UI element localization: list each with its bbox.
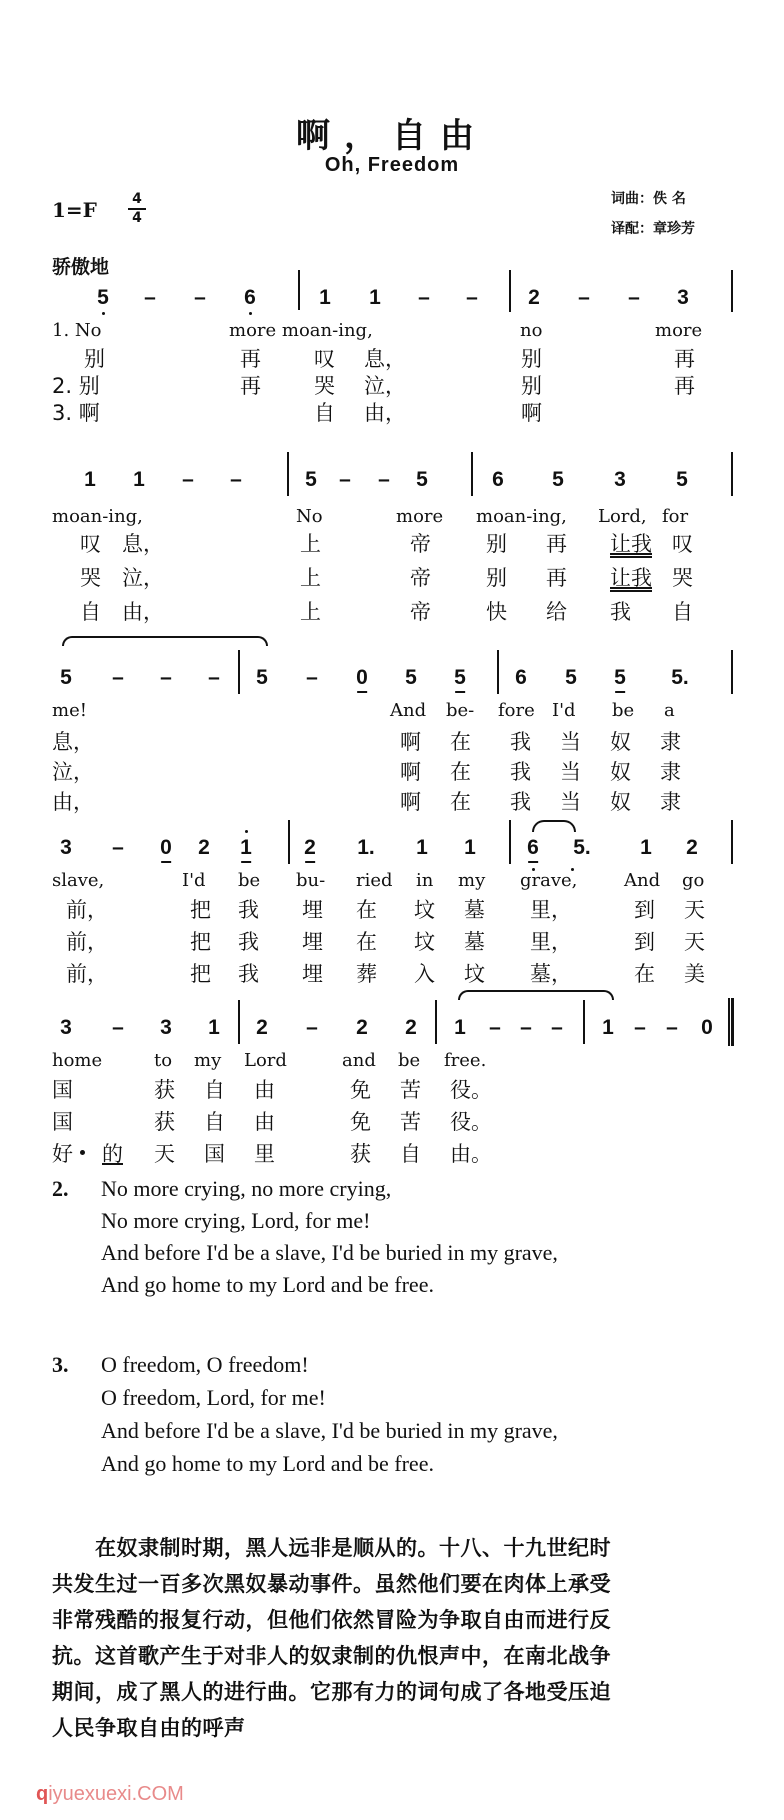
- credit-translation: 译配：章珍芳: [611, 221, 695, 237]
- note-eighth-high: 1: [240, 836, 252, 859]
- lyric-cn: 帝: [410, 600, 431, 624]
- lyric-cn: 别: [486, 566, 507, 590]
- lyric-cn-slurred: 让我: [610, 566, 652, 590]
- note: 6: [515, 666, 527, 689]
- lyric-cn: 国: [52, 1078, 73, 1102]
- lyric-en: Lord,: [598, 506, 647, 527]
- lyric-cn: 隶: [660, 730, 681, 754]
- bar-line: [435, 1000, 437, 1044]
- lyric-cn-slurred: 让我: [610, 532, 652, 556]
- lyric-cn: 隶: [660, 790, 681, 814]
- lyric-cn: 获: [154, 1078, 175, 1102]
- lyric-cn: 上: [300, 532, 321, 556]
- note: 1: [454, 1016, 466, 1039]
- staff-system-1: [0, 270, 784, 430]
- lyric-en: and: [342, 1050, 376, 1071]
- note: 1: [369, 286, 381, 309]
- lyric-cn: 役。: [450, 1078, 492, 1102]
- watermark-logo-letter: q: [36, 1783, 49, 1805]
- lyric-cn: 我: [238, 962, 259, 986]
- lyric-cn: 获: [350, 1142, 371, 1166]
- note-dotted: 5.: [671, 666, 689, 689]
- lyric-cn: 再: [240, 347, 261, 371]
- lyric-cn: 前，: [66, 898, 108, 922]
- note-eighth: 5: [454, 666, 466, 689]
- note: 3: [614, 468, 626, 491]
- lyric-cn: 由，: [52, 790, 94, 814]
- lyric-cn: 快: [486, 600, 507, 624]
- lyric-cn: 我: [238, 898, 259, 922]
- lyric-cn: 坟: [414, 898, 435, 922]
- lyric-en: grave,: [520, 870, 578, 891]
- time-signature-bottom: 4: [132, 210, 142, 226]
- lyric-en: me!: [52, 700, 87, 721]
- bar-line: [298, 270, 300, 310]
- bar-line: [509, 820, 511, 864]
- lyric-cn: 奴: [610, 730, 631, 754]
- lyric-cn: 再: [674, 374, 695, 398]
- lyric-en: be: [238, 870, 261, 891]
- verse-line: No more crying, Lord, for me!: [101, 1208, 371, 1233]
- note-eighth-low: 6: [527, 836, 539, 859]
- note: 5: [565, 666, 577, 689]
- lyric-cn: 苦: [400, 1110, 421, 1134]
- lyric-cn: 把: [190, 962, 211, 986]
- note-rest: 0: [701, 1016, 713, 1039]
- note: 1: [319, 286, 331, 309]
- lyric-cn: 别: [84, 347, 105, 371]
- lyric-en: for: [662, 506, 689, 527]
- note: –: [208, 666, 220, 689]
- lyric-cn: 再: [240, 374, 261, 398]
- note: 6: [492, 468, 504, 491]
- tempo-marking: 骄傲地: [52, 256, 110, 278]
- note: 1: [640, 836, 652, 859]
- lyric-cn: 国: [52, 1110, 73, 1134]
- lyric-cn: 天: [154, 1142, 175, 1166]
- lyric-cn: 当: [560, 730, 581, 754]
- note: –: [489, 1016, 501, 1039]
- lyric-cn: 自: [314, 401, 335, 425]
- note: 3: [160, 1016, 172, 1039]
- lyric-en: fore: [498, 700, 535, 721]
- verse-line: No more crying, no more crying,: [101, 1176, 392, 1201]
- lyric-cn: 泣，: [364, 374, 406, 398]
- staff-system-2: [0, 452, 784, 624]
- lyric-cn: 天: [684, 898, 705, 922]
- lyric-cn: 啊: [521, 401, 542, 425]
- note: –: [378, 468, 390, 491]
- verse-line: And go home to my Lord and be free.: [101, 1451, 434, 1476]
- lyric-cn: 墓: [464, 898, 485, 922]
- lyric-en: And: [624, 870, 661, 891]
- note-eighth: 0: [356, 666, 368, 689]
- bar-line: [288, 820, 290, 864]
- lyric-cn: 叹: [80, 532, 101, 556]
- note: 2: [405, 1016, 417, 1039]
- lyric-en: in: [416, 870, 434, 891]
- lyric-cn: 自: [672, 600, 693, 624]
- note: 1: [84, 468, 96, 491]
- staff-system-4: [0, 820, 784, 986]
- lyric-cn: 泣，: [52, 760, 94, 784]
- lyric-cn: 到: [634, 898, 655, 922]
- note: 5: [60, 666, 72, 689]
- lyric-cn: 坟: [414, 930, 435, 954]
- lyric-en: to: [154, 1050, 173, 1071]
- lyric-cn: 里: [254, 1142, 275, 1166]
- lyric-en: free.: [444, 1050, 487, 1071]
- lyric-cn: 当: [560, 790, 581, 814]
- lyric-en: ried: [356, 870, 393, 891]
- note: –: [194, 286, 206, 309]
- lyric-cn: 在: [450, 790, 471, 814]
- lyric-cn: 别: [521, 347, 542, 371]
- watermark: [36, 1783, 184, 1806]
- lyric-cn: 由: [254, 1110, 275, 1134]
- lyric-cn: 息，: [52, 730, 94, 754]
- lyric-cn: 坟: [464, 962, 485, 986]
- note: –: [182, 468, 194, 491]
- bar-line: [238, 1000, 240, 1044]
- paragraph-line: 抗。这首歌产生于对非人的奴隶制的仇恨声中，在南北战争: [52, 1644, 611, 1668]
- note-eighth: 2: [304, 836, 316, 859]
- lyric-cn: 好: [52, 1142, 73, 1166]
- verse-line: O freedom, O freedom!: [101, 1352, 309, 1377]
- lyric-cn: 息，: [122, 532, 164, 556]
- lyric-cn: 免: [350, 1078, 371, 1102]
- bar-line: [731, 820, 733, 864]
- note: 1: [416, 836, 428, 859]
- note-eighth: 0: [160, 836, 172, 859]
- lyric-cn: 把: [190, 930, 211, 954]
- lyric-cn: 给: [546, 600, 567, 624]
- lyric-en: a: [664, 700, 675, 721]
- note-dotted-low: 5.: [573, 836, 591, 859]
- slur-tie: [532, 820, 576, 832]
- note: 3: [677, 286, 689, 309]
- lyric-cn: 自: [400, 1142, 421, 1166]
- lyric-cn: 到: [634, 930, 655, 954]
- lyric-en: my: [458, 870, 486, 891]
- lyric-cn: 别: [521, 374, 542, 398]
- lyric-en: be-: [446, 700, 475, 721]
- lyric-en: more: [396, 506, 444, 527]
- paragraph-line-cropped: [52, 1710, 742, 1740]
- lyric-cn: 由，: [364, 401, 406, 425]
- note: 5: [552, 468, 564, 491]
- note: –: [520, 1016, 532, 1039]
- paragraph-line: 非常残酷的报复行动，但他们依然冒险为争取自由而进行反: [52, 1608, 611, 1632]
- lyric-en: moan-ing,: [52, 506, 143, 527]
- lyric-cn: 前，: [66, 962, 108, 986]
- note: 1: [464, 836, 476, 859]
- bar-line: [497, 650, 499, 694]
- lyric-en: my: [194, 1050, 222, 1071]
- lyric-cn: 苦: [400, 1078, 421, 1102]
- lyric-en: no: [520, 320, 543, 341]
- lyric-en: slave,: [52, 870, 105, 891]
- lyric-en: And: [390, 700, 427, 721]
- final-bar-line: [728, 998, 734, 1046]
- note: 2: [198, 836, 210, 859]
- lyric-cn: 埋: [302, 930, 323, 954]
- lyric-cn: 上: [300, 566, 321, 590]
- lyric-cn: 泣，: [122, 566, 164, 590]
- lyric-cn: 在: [356, 898, 377, 922]
- high-octave-dot: [245, 830, 248, 833]
- lyric-cn: 前，: [66, 930, 108, 954]
- lyric-en: more: [655, 320, 703, 341]
- lyric-cn: 2. 别: [52, 374, 100, 398]
- note: –: [112, 1016, 124, 1039]
- lyric-cn: 别: [486, 532, 507, 556]
- low-octave-dot: [249, 312, 252, 315]
- note: 3: [60, 836, 72, 859]
- lyric-en: I'd: [182, 870, 206, 891]
- verse-line: O freedom, Lord, for me!: [101, 1385, 326, 1410]
- paragraph-line: 共发生过一百多次黑奴暴动事件。虽然他们要在肉体上承受: [52, 1572, 611, 1596]
- lyric-cn: 国: [204, 1142, 225, 1166]
- lyric-en: moan-ing,: [476, 506, 567, 527]
- lyric-en: No: [296, 506, 323, 527]
- lyric-cn: 帝: [410, 566, 431, 590]
- lyric-en: home: [52, 1050, 103, 1071]
- slur-tie: [62, 636, 268, 646]
- note: 5: [676, 468, 688, 491]
- lyric-en: 1. No: [52, 320, 102, 341]
- lyric-en: go: [682, 870, 705, 891]
- verse-number: 3.: [52, 1352, 69, 1377]
- note: 1: [602, 1016, 614, 1039]
- lyric-en: bu-: [296, 870, 326, 891]
- bar-line: [287, 452, 289, 496]
- note-dotted: 1.: [357, 836, 375, 859]
- lyric-cn: 由: [254, 1078, 275, 1102]
- note: –: [160, 666, 172, 689]
- description-paragraph: [52, 1530, 742, 1740]
- note: –: [230, 468, 242, 491]
- lyric-cn: 奴: [610, 760, 631, 784]
- lyric-cn: 再: [546, 566, 567, 590]
- lyric-cn: 哭: [314, 374, 335, 398]
- lyric-cn: 哭: [672, 566, 693, 590]
- note: –: [418, 286, 430, 309]
- note: 2: [528, 286, 540, 309]
- lyric-en: be: [398, 1050, 421, 1071]
- note: –: [634, 1016, 646, 1039]
- lyric-cn: 自: [204, 1110, 225, 1134]
- lyric-cn: 获: [154, 1110, 175, 1134]
- bar-line: [583, 1000, 585, 1044]
- lyric-cn: 墓: [464, 930, 485, 954]
- lyric-cn: 自: [204, 1078, 225, 1102]
- lyric-cn: 埋: [302, 962, 323, 986]
- watermark-text: iyuexuexi.COM: [48, 1783, 184, 1805]
- lyric-cn: 隶: [660, 760, 681, 784]
- lyric-cn: 由，: [122, 600, 164, 624]
- note: 5: [405, 666, 417, 689]
- lyric-en: I'd: [552, 700, 576, 721]
- lyric-cn: 墓，: [530, 962, 572, 986]
- lyric-cn: 息，: [364, 347, 406, 371]
- lyric-cn-slurred: 的: [102, 1142, 123, 1166]
- note: 5: [97, 286, 109, 309]
- lyric-cn: 在: [356, 930, 377, 954]
- note: 5: [256, 666, 268, 689]
- note-eighth: 5: [614, 666, 626, 689]
- time-signature-top: 4: [132, 191, 142, 207]
- staff-system-3: [0, 636, 784, 814]
- lyric-cn: 奴: [610, 790, 631, 814]
- note: 1: [208, 1016, 220, 1039]
- note: 2: [356, 1016, 368, 1039]
- lyric-cn: 在: [634, 962, 655, 986]
- lyric-cn: 叹: [314, 347, 335, 371]
- lyric-cn: 葬: [356, 962, 377, 986]
- note: –: [628, 286, 640, 309]
- lyric-en: be: [612, 700, 635, 721]
- lyric-cn: 天: [684, 930, 705, 954]
- key-signature: 1=F: [52, 198, 97, 222]
- note: 2: [686, 836, 698, 859]
- note: –: [144, 286, 156, 309]
- note: 3: [60, 1016, 72, 1039]
- note: 1: [133, 468, 145, 491]
- lyric-cn: 在: [450, 730, 471, 754]
- lyric-cn: 役。: [450, 1110, 492, 1134]
- note: 5: [416, 468, 428, 491]
- bar-line: [471, 452, 473, 496]
- time-signature: [128, 192, 146, 226]
- lyric-cn: 叹: [672, 532, 693, 556]
- lyric-cn: 3. 啊: [52, 401, 100, 425]
- paragraph-line: 期间，成了黑人的进行曲。它那有力的词句成了各地受压迫: [52, 1680, 611, 1704]
- syllable-dot: [80, 1150, 85, 1155]
- lyric-cn: 我: [510, 790, 531, 814]
- song-title-english: Oh, Freedom: [324, 154, 460, 176]
- lyric-cn: 啊: [400, 760, 421, 784]
- song-title-chinese: 啊，自由: [296, 116, 488, 156]
- lyric-cn: 自: [80, 600, 101, 624]
- verse-line: And before I'd be a slave, I'd be buried in my grave,: [101, 1240, 558, 1265]
- note: –: [112, 666, 124, 689]
- lyric-cn: 我: [510, 760, 531, 784]
- note: –: [339, 468, 351, 491]
- bar-line: [731, 270, 733, 312]
- slur-tie: [458, 990, 614, 1000]
- lyric-cn: 我: [238, 930, 259, 954]
- note: –: [306, 1016, 318, 1039]
- lyric-cn: 再: [546, 532, 567, 556]
- bar-line: [238, 650, 240, 694]
- lyric-cn: 当: [560, 760, 581, 784]
- paragraph-line: 在奴隶制时期，黑人远非是顺从的。十八、十九世纪时: [52, 1536, 611, 1560]
- lyric-en: more moan-ing,: [229, 320, 373, 341]
- bar-line: [731, 452, 733, 496]
- note: 6: [244, 286, 256, 309]
- lyric-cn: 把: [190, 898, 211, 922]
- lyric-cn: 我: [510, 730, 531, 754]
- lyric-cn: 啊: [400, 730, 421, 754]
- lyric-cn: 啊: [400, 790, 421, 814]
- note: –: [666, 1016, 678, 1039]
- lyric-cn: 我: [610, 600, 631, 624]
- lyric-cn: 埋: [302, 898, 323, 922]
- note: 5: [305, 468, 317, 491]
- note: –: [112, 836, 124, 859]
- low-octave-dot: [102, 312, 105, 315]
- note: –: [466, 286, 478, 309]
- lyric-cn: 由。: [450, 1142, 492, 1166]
- lyric-cn: 在: [450, 760, 471, 784]
- lyric-cn: 免: [350, 1110, 371, 1134]
- note: –: [551, 1016, 563, 1039]
- bar-line: [509, 270, 511, 312]
- paragraph-line-text: 人民争取自由的呼声: [52, 1716, 246, 1740]
- note: –: [306, 666, 318, 689]
- lyric-cn: 再: [674, 347, 695, 371]
- note: –: [578, 286, 590, 309]
- lyric-en: Lord: [244, 1050, 287, 1071]
- bar-line: [731, 650, 733, 694]
- lyric-cn: 上: [300, 600, 321, 624]
- lyric-cn: 里，: [530, 930, 572, 954]
- lyric-cn: 美: [684, 962, 705, 986]
- verse-line: And go home to my Lord and be free.: [101, 1272, 434, 1297]
- verse-number: 2.: [52, 1176, 69, 1201]
- credit-lyrics-music: 词曲：佚 名: [611, 191, 686, 207]
- lyric-cn: 帝: [410, 532, 431, 556]
- lyric-cn: 里，: [530, 898, 572, 922]
- lyric-cn: 哭: [80, 566, 101, 590]
- staff-system-5: [0, 990, 784, 1166]
- lyric-cn: 入: [414, 962, 435, 986]
- note: 2: [256, 1016, 268, 1039]
- verse-line: And before I'd be a slave, I'd be buried in my grave,: [101, 1418, 558, 1443]
